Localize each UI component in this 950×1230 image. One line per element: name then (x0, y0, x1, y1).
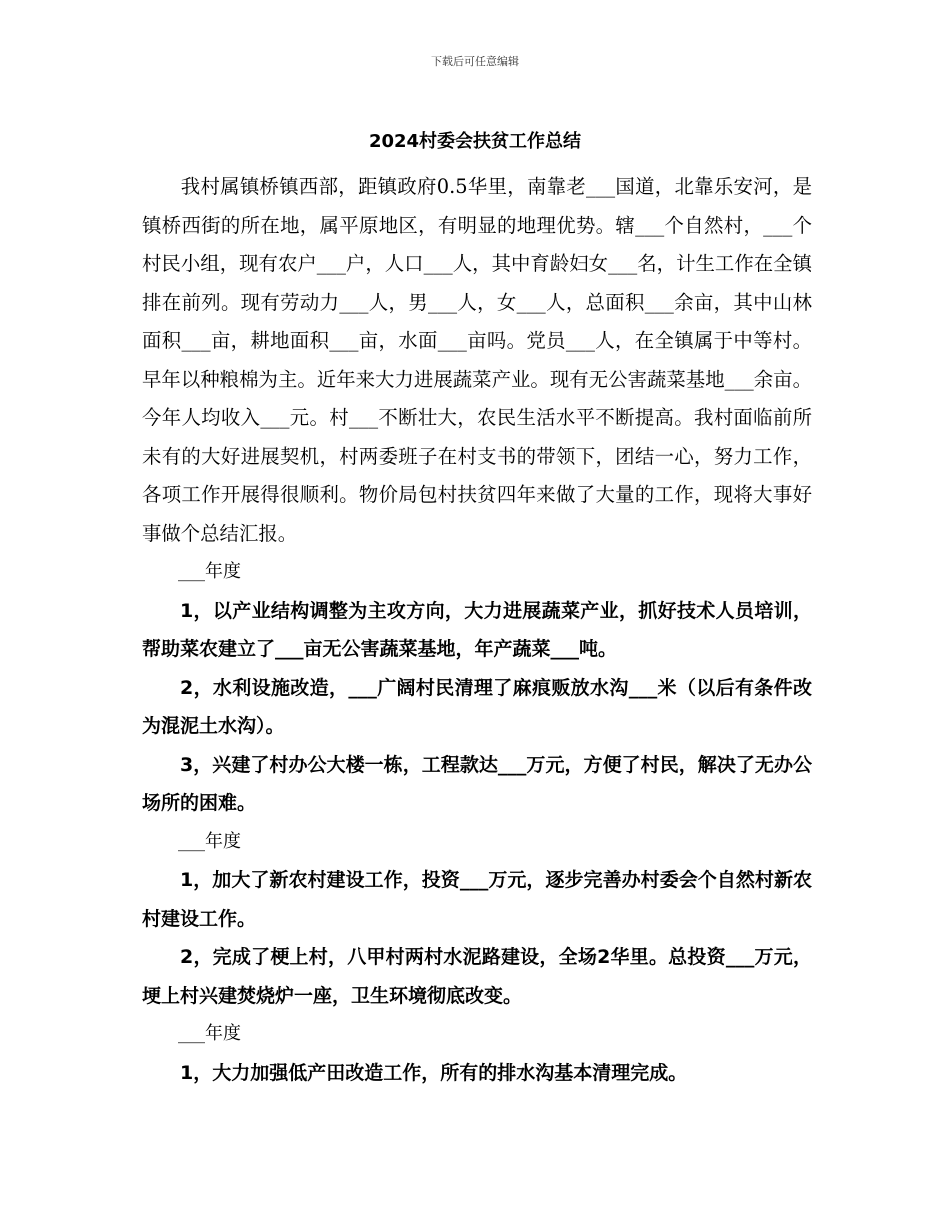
list-item: 3，兴建了村办公大楼一栋，工程款达___万元，方便了村民，解决了无办公场所的困难。 (142, 753, 812, 814)
year-heading: ___年度 (178, 830, 241, 852)
intro-paragraph: 我村属镇桥镇西部，距镇政府0.5华里，南靠老___国道，北靠乐安河，是镇桥西街的所在地，属平原地区，有明显的地理优势。辖___个自然村，___个村民小组，现有农户___户，人口___人，其中育龄妇女___名，计生工作在全镇排在前列。现有劳动力___人，男___人，女___人，总面积___余亩，其中山林面积___亩，耕地面积___亩，水面___亩吗。党员___人，在全镇属于中等村。早年以种粮棉为主。近年来大力进展蔬菜产业。现有无公害蔬菜基地___余亩。今年人均收入___元。村___不断壮大，农民生活水平不断提高。我村面临前所未有的大好进展契机，村两委班子在村支书的带领下，团结一心，努力工作，各项工作开展得很顺利。物价局包村扶贫四年来做了大量的工作，现将大事好事做个总结汇报。 (142, 175, 812, 545)
list-item: 1，以产业结构调整为主攻方向，大力进展蔬菜产业，抓好技术人员培训，帮助菜农建立了___亩无公害蔬菜基地，年产蔬菜___吨。 (142, 599, 812, 660)
document-body (142, 168, 812, 1092)
list-item: 1，加大了新农村建设工作，投资___万元，逐步完善办村委会个自然村新农村建设工作。 (142, 869, 812, 930)
document-title: 2024村委会扶贫工作总结 (368, 131, 582, 152)
list-item: 2，完成了梗上村，八甲村两村水泥路建设，全场2华里。总投资___万元，埂上村兴建焚烧炉一座，卫生环境彻底改变。 (142, 946, 812, 1007)
year-heading: ___年度 (178, 561, 241, 582)
year-heading: ___年度 (178, 1023, 241, 1044)
page-header: 下载后可任意编辑 (431, 55, 519, 68)
list-item: 1，大力加强低产田改造工作，所有的排水沟基本清理完成。 (180, 1061, 688, 1084)
list-item: 2，水利设施改造，___广阔村民清理了麻痕贩放水沟___米（以后有条件改为混泥土水沟）。 (142, 676, 812, 737)
